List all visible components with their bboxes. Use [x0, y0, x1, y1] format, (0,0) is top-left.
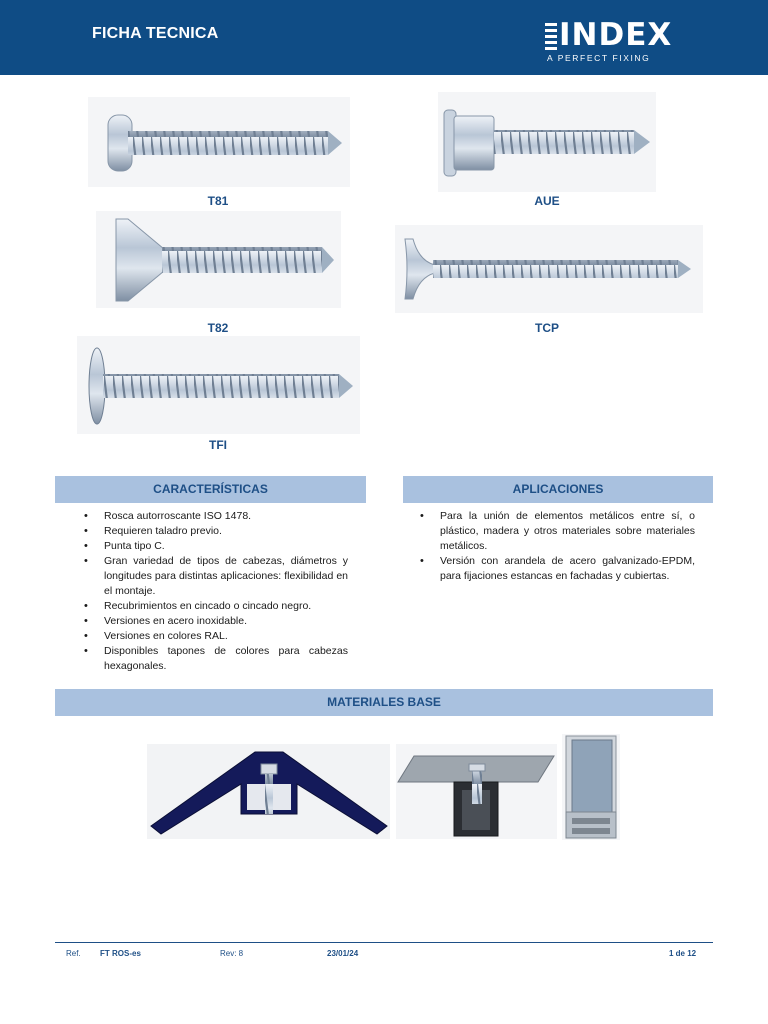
footer-ref-label: Ref. [66, 949, 81, 958]
list-item: • Rosca autorroscante ISO 1478. [80, 509, 348, 524]
window-frame-icon [562, 734, 620, 840]
list-item: • Versiones en colores RAL. [80, 629, 348, 644]
aplicaciones-header: APLICACIONES [403, 476, 713, 503]
list-item: • Requieren taladro previo. [80, 524, 348, 539]
list-item: • Disponibles tapones de colores para cabezas hexagonales. [80, 644, 348, 674]
screw-image-t81 [88, 97, 350, 187]
screw-label-t82: T82 [207, 321, 229, 335]
logo-tagline: A PERFECT FIXING [547, 53, 651, 63]
hex-head-screw-icon [438, 92, 656, 192]
screw-image-t82 [96, 211, 341, 308]
screw-label-tfi: TFI [209, 438, 227, 452]
screw-image-aue [438, 92, 656, 192]
bugle-head-screw-icon [395, 225, 703, 313]
document-title: FICHA TECNICA [92, 25, 219, 42]
caracteristicas-header: CARACTERÍSTICAS [55, 476, 366, 503]
list-item: • Para la unión de elementos metálicos entre sí, o plástico, madera y otros materiales sobre materiales metálicos. [416, 509, 695, 554]
logo-bars-icon [545, 23, 557, 50]
footer-ref-value: FT ROS-es [100, 949, 141, 958]
top-header-bar [0, 0, 768, 75]
index-logo [545, 17, 680, 64]
footer-page-number: 1 de 12 [669, 949, 697, 958]
screw-image-tfi [77, 336, 360, 434]
footer-revision: Rev: 8 [220, 949, 244, 958]
countersunk-screw-icon [96, 211, 341, 308]
footer-divider [55, 942, 713, 943]
materiales-header: MATERIALES BASE [55, 689, 713, 716]
screw-label-aue: AUE [534, 194, 560, 208]
screw-label-tcp: TCP [535, 321, 559, 335]
screw-image-tcp [395, 225, 703, 313]
list-item: • Gran variedad de tipos de cabezas, diámetros y longitudes para distintas aplicaciones: flexibilidad en el montaje. [80, 554, 348, 599]
material-image-window-frame [562, 734, 620, 840]
footer-date: 23/01/24 [327, 949, 359, 958]
aplicaciones-list [416, 509, 695, 584]
list-item: • Punta tipo C. [80, 539, 348, 554]
wafer-head-screw-icon [77, 336, 360, 434]
material-image-roof-panel [147, 744, 390, 839]
list-item: • Versiones en acero inoxidable. [80, 614, 348, 629]
list-item: • Recubrimientos en cincado o cincado negro. [80, 599, 348, 614]
caracteristicas-list [80, 509, 348, 674]
material-image-sheet-profile [396, 744, 557, 839]
roof-panel-fixing-icon [147, 744, 390, 839]
screw-label-t81: T81 [207, 194, 229, 208]
logo-word: INDEX [559, 17, 673, 53]
sheet-on-profile-icon [396, 744, 557, 839]
list-item: • Versión con arandela de acero galvanizado-EPDM, para fijaciones estancas en fachadas y cubiertas. [416, 554, 695, 584]
pan-head-screw-icon [88, 97, 350, 187]
